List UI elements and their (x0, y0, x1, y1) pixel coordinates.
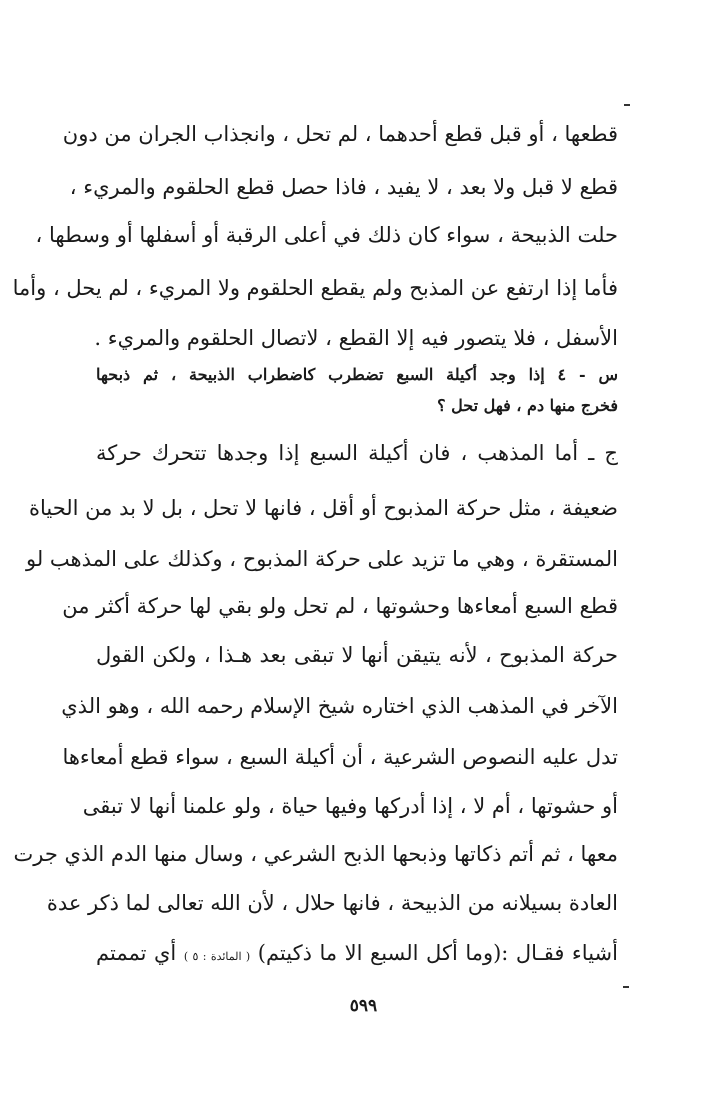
answer-line: أو حشوتها ، أم لا ، إذا أدركها وفيها حياة ، ولو علمنا أنها لا تبقى (82, 794, 618, 818)
text-line: حلت الذبيحة ، سواء كان ذلك في أعلى الرقبة أو أسفلها أو وسطها ، (35, 223, 618, 247)
answer-line: قطع السبع أمعاءها وحشوتها ، لم تحل ولو بقي لها حركة أكثر من (62, 594, 618, 618)
answer-line: العادة بسيلانه من الذبيحة ، فانها حلال ، لأن الله تعالى لما ذكر عدة (46, 891, 618, 915)
margin-mark-top (624, 104, 630, 106)
question-line: فخرج منها دم ، فهل تحل ؟ (437, 396, 618, 415)
answer-line-last (96, 933, 618, 973)
text-line: قطعها ، أو قبل قطع أحدهما ، لم تحل ، وانجذاب الجران من دون (62, 122, 618, 146)
verse-quote: أشياء فقـال :(وما أكل السبع الا ما ذكيتم) (257, 941, 618, 965)
answer-line: ج ـ أما المذهب ، فان أكيلة السبع إذا وجدها تتحرك حركة (96, 441, 618, 465)
answer-line: تدل عليه النصوص الشرعية ، أن أكيلة السبع ، سواء قطع أمعاءها (62, 745, 618, 769)
answer-line: الآخر في المذهب الذي اختاره شيخ الإسلام رحمه الله ، وهو الذي (61, 694, 618, 718)
line-ending: أي تممتم (96, 941, 177, 965)
answer-line: معها ، ثم أتم ذكاتها وذبحها الذبح الشرعي ، وسال منها الدم الذي جرت (13, 842, 618, 866)
margin-mark-bottom (623, 986, 629, 988)
text-line: قطع لا قبل ولا بعد ، لا يفيد ، فاذا حصل قطع الحلقوم والمريء ، (69, 175, 618, 199)
answer-line: ضعيفة ، مثل حركة المذبوح أو أقل ، فانها لا تحل ، بل لا بد من الحياة (28, 496, 618, 520)
text-line: فأما إذا ارتفع عن المذبح ولم يقطع الحلقوم ولا المريء ، لم يحل ، وأما (12, 276, 618, 300)
answer-line: حركة المذبوح ، لأنه يتيقن أنها لا تبقى بعد هـذا ، ولكن القول (96, 643, 618, 667)
answer-line: المستقرة ، وهي ما تزيد على حركة المذبوح ، وكذلك على المذهب لو (25, 547, 618, 571)
page-number: ٥٩٩ (349, 996, 378, 1016)
quran-reference: ( المائدة : ٥ ) (183, 950, 251, 963)
question-line: س - ٤ إذا وجد أكيلة السبع تضطرب كاضطراب الذبيحة ، ثم ذبحها (96, 365, 618, 384)
text-line: الأسفل ، فلا يتصور فيه إلا القطع ، لاتصال الحلقوم والمريء . (94, 326, 618, 350)
